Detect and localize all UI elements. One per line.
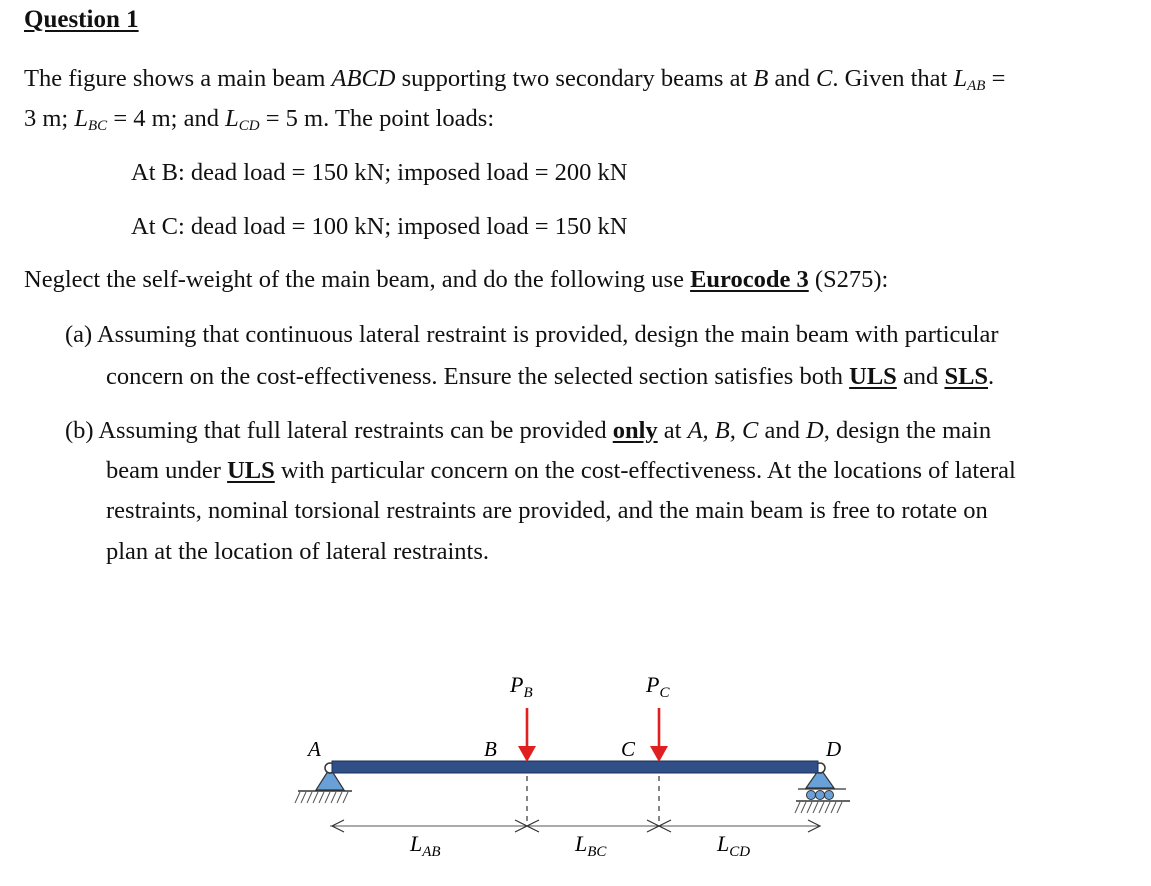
label-lab: $L_{AB}$ — [410, 831, 441, 860]
part-b-line-2: beam under ULS with particular concern on the cost-effectiveness. At the locations of lateral — [106, 457, 1016, 484]
part-a-line-1: (a) Assuming that continuous lateral restraint is provided, design the main beam with particular — [65, 321, 999, 348]
part-b-label: (b) — [65, 417, 94, 444]
part-b-line-3: restraints, nominal torsional restraints are provided, and the main beam is free to rotate on — [106, 497, 988, 524]
part-a-line-2: concern on the cost-effectiveness. Ensure the selected section satisfies both ULS and SLS. — [106, 363, 995, 390]
main-beam — [332, 761, 818, 773]
label-lbc: $L_{BC}$ — [575, 831, 607, 860]
label-b: B — [484, 737, 497, 761]
label-a: A — [308, 737, 321, 761]
intro-line-1: The figure shows a main beam ABCD supporting two secondary beams at B and C. Given that $L_{AB}$ = — [24, 65, 1006, 94]
label-d: D — [826, 737, 842, 761]
part-b-line-4: plan at the location of lateral restraints. — [106, 538, 490, 565]
label-lcd: $L_{CD}$ — [717, 831, 751, 860]
load-at-b: At B: dead load = 150 kN; imposed load = 200 kN — [131, 159, 628, 186]
question-title: Question 1 — [24, 6, 139, 33]
label-pb: $P_B$ — [510, 672, 533, 701]
part-a-label: (a) — [65, 321, 93, 348]
label-c: C — [621, 737, 636, 761]
load-arrow-c — [650, 708, 668, 762]
part-b-line-1: (b) Assuming that full lateral restraints can be provided only at A, B, C and D, design the main — [65, 417, 992, 444]
eurocode-reference: Eurocode 3 — [690, 266, 809, 293]
neglect-line: Neglect the self-weight of the main beam, and do the following use Eurocode 3 (S275): — [24, 266, 889, 293]
label-pc: $P_C$ — [646, 672, 670, 701]
intro-line-2: 3 m; $L_{BC} = 4$ m; and $L_{CD} = 5$ m. The point loads: — [24, 105, 495, 134]
load-at-c: At C: dead load = 100 kN; imposed load = 150 kN — [131, 213, 628, 240]
load-arrow-b — [518, 708, 536, 762]
